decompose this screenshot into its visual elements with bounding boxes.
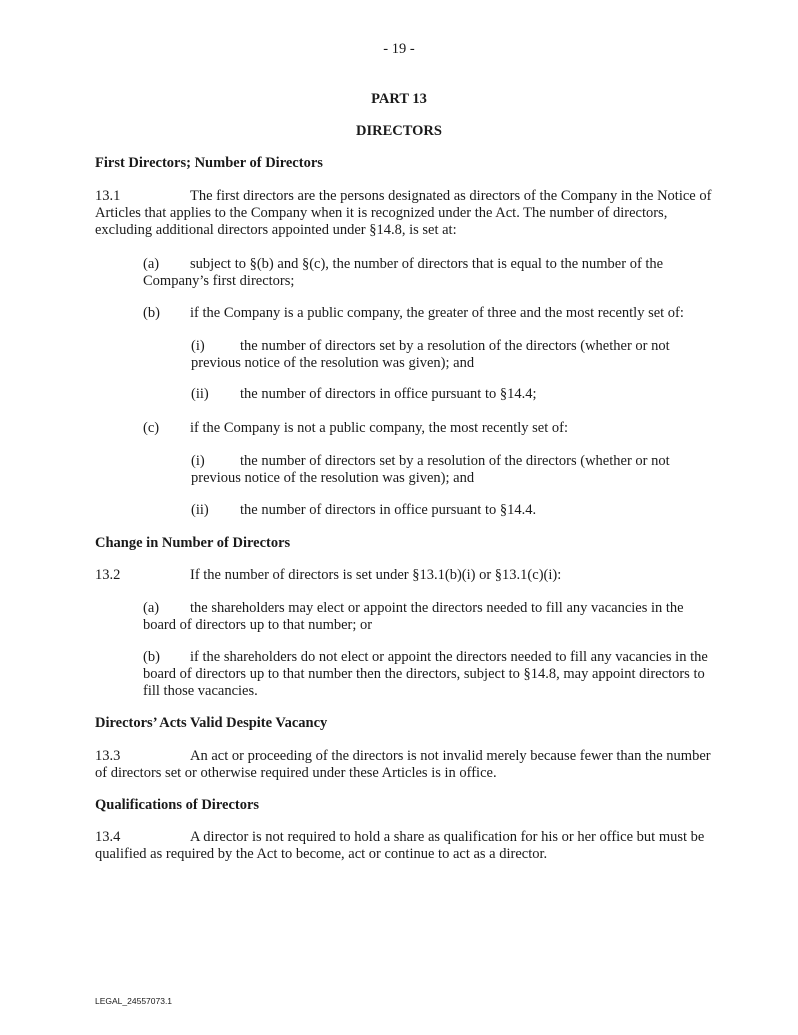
clause-13-2-a (143, 600, 715, 634)
clause-text-rest: Articles that applies to the Company when it is recognized under the Act. The number of directors, excluding additional directors appointed under §14.8, is set at: (95, 205, 668, 238)
clause-number: 13.3 (95, 748, 121, 764)
document-footer-id: LEGAL_24557073.1 (95, 996, 173, 1006)
clause-text-line1: A director is not required to hold a share as qualification for his or her office but must be (190, 829, 705, 845)
item-label: (i) (191, 453, 205, 469)
clause-number: 13.2 (95, 567, 121, 583)
clause-13-1-c-i (191, 453, 715, 487)
item-label: (ii) (191, 502, 209, 518)
item-label: (c) (143, 420, 160, 436)
item-text-rest: previous notice of the resolution was given); and (191, 470, 475, 486)
part-subtitle: DIRECTORS (356, 123, 442, 139)
item-text: if the Company is not a public company, the most recently set of: (190, 420, 568, 436)
item-label: (i) (191, 338, 205, 354)
clause-number: 13.1 (95, 188, 121, 204)
item-text-rest: Company’s first directors; (143, 273, 295, 289)
clause-13-1-b-i (191, 338, 715, 372)
item-label: (b) (143, 305, 160, 321)
section-heading-change-in-number: Change in Number of Directors (95, 535, 291, 551)
clause-13-1-b (143, 305, 715, 322)
clause-13-1-a (143, 256, 715, 290)
clause-number: 13.4 (95, 829, 121, 845)
item-label: (a) (143, 600, 160, 616)
clause-13-4 (95, 829, 715, 863)
item-text-line1: the shareholders may elect or appoint the directors needed to fill any vacancies in the (190, 600, 684, 616)
section-heading-qualifications: Qualifications of Directors (95, 797, 260, 813)
clause-13-1-c (143, 420, 715, 437)
item-text-rest: previous notice of the resolution was given); and (191, 355, 475, 371)
item-label: (b) (143, 649, 160, 665)
page-number: - 19 - (383, 41, 415, 57)
item-text: the number of directors in office pursuant to §14.4. (240, 502, 537, 518)
clause-13-2 (95, 567, 715, 584)
clause-13-3 (95, 748, 715, 782)
item-text: the number of directors in office pursuant to §14.4; (240, 386, 537, 402)
clause-text-rest: qualified as required by the Act to become, act or continue to act as a director. (95, 846, 548, 862)
clause-text-line1: The first directors are the persons designated as directors of the Company in the Notice of (190, 188, 712, 204)
item-text-rest: board of directors up to that number then the directors, subject to §14.8, may appoint directors to fill those vacancies. (143, 666, 705, 699)
item-text-line1: subject to §(b) and §(c), the number of directors that is equal to the number of the (190, 256, 664, 272)
item-label: (ii) (191, 386, 209, 402)
item-text-rest: board of directors up to that number; or (143, 617, 373, 633)
part-title: PART 13 (371, 91, 427, 107)
clause-text-line1: An act or proceeding of the directors is not invalid merely because fewer than the number (190, 748, 711, 764)
item-text-line1: the number of directors set by a resolution of the directors (whether or not (240, 338, 670, 354)
item-text-line1: if the shareholders do not elect or appoint the directors needed to fill any vacancies in the (190, 649, 708, 665)
item-text-line1: the number of directors set by a resolution of the directors (whether or not (240, 453, 670, 469)
clause-13-1 (95, 188, 715, 239)
clause-text: If the number of directors is set under §13.1(b)(i) or §13.1(c)(i): (190, 567, 562, 583)
section-heading-acts-valid: Directors’ Acts Valid Despite Vacancy (95, 715, 328, 731)
item-text: if the Company is a public company, the greater of three and the most recently set of: (190, 305, 684, 321)
clause-text-rest: of directors set or otherwise required under these Articles is in office. (95, 765, 497, 781)
clause-13-1-b-ii (191, 386, 715, 403)
clause-13-1-c-ii (191, 502, 715, 519)
section-heading-first-directors: First Directors; Number of Directors (95, 155, 323, 171)
item-label: (a) (143, 256, 160, 272)
clause-13-2-b (143, 649, 715, 700)
